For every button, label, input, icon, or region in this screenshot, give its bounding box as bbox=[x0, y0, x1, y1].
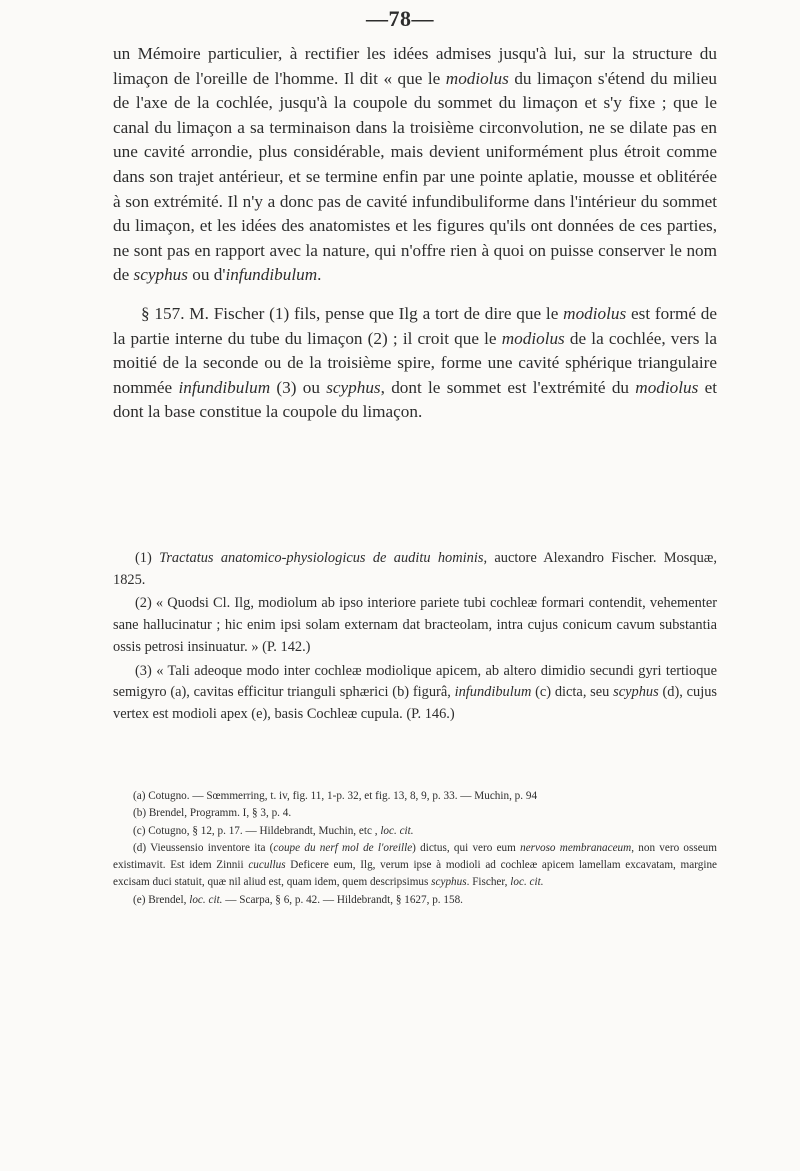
paragraph-section-157 bbox=[113, 302, 717, 425]
text-run: (1) bbox=[135, 550, 160, 566]
footnote-1 bbox=[113, 548, 717, 591]
main-text bbox=[113, 42, 717, 425]
text-run: (2) « Quodsi Cl. Ilg, modiolum ab ipso interiore pariete tubi cochleæ formari contendit, vehementer sane hallucinatur ; hic enim ipsi solam externam dat bracteolam, intra cujus conicum cavum substantia ossis petrosi insinuatur. » (P. 142.) bbox=[113, 595, 717, 655]
footnote-c bbox=[113, 823, 717, 840]
italic-term: modiolus bbox=[635, 377, 699, 397]
text-run: (3) « Tali adeoque modo inter cochleæ modiolique apicem, ab altero dimidio secundi gyri tertioque semigyro (a), cavitas efficitur trianguli sphærici (b) figurâ, bbox=[113, 662, 717, 701]
italic-ref: loc. cit. bbox=[380, 824, 414, 837]
text-run: un Mémoire particulier, à rectifier les idées admises jusqu'à lui, sur la structure du limaçon de l'oreille de l'homme. Il dit « que le bbox=[113, 44, 717, 88]
footnotes-secondary bbox=[113, 788, 717, 909]
italic-term: scyphus bbox=[326, 377, 381, 397]
text-run: , dont le sommet est l'extrémité du bbox=[380, 377, 636, 397]
page-number: —78— bbox=[366, 6, 434, 31]
italic-term: modiolus bbox=[563, 303, 627, 323]
italic-term: infundibulum bbox=[454, 684, 532, 701]
text-run: de la cochlée, vers la moitié de la seconde ou de la troisième spire, forme une cavité sphérique triangulaire nommée bbox=[113, 328, 717, 397]
text-run: (d) Vieussensio inventore ita ( bbox=[133, 841, 274, 854]
text-run: (e) Brendel, bbox=[133, 893, 190, 906]
footnote-a bbox=[113, 788, 717, 805]
text-run: Deficere eum, Ilg, verum ipse à modioli ad cochleæ apicem lamellam excavatam, margine excisam duci statuit, quæ nil aliud est, quam idem, quem descripsimus bbox=[113, 859, 718, 889]
footnote-3 bbox=[113, 661, 717, 726]
footnote-2 bbox=[113, 593, 717, 658]
text-run: . Fischer, bbox=[466, 876, 511, 889]
text-run: . bbox=[317, 265, 322, 285]
italic-term: infundibulum bbox=[225, 265, 318, 285]
text-run: (b) Brendel, Programm. I, § 3, p. 4. bbox=[133, 807, 292, 820]
text-run: , non vero osseum existimavit. Est idem Zinnii bbox=[113, 841, 717, 872]
italic-ref: loc. cit. bbox=[189, 893, 223, 906]
paragraph-memoire bbox=[113, 42, 717, 288]
text-run: (d), cujus vertex est modioli apex (e), basis Cochleæ cupula. (P. 146.) bbox=[113, 684, 717, 722]
footnote-d bbox=[113, 840, 717, 892]
text-run: ) dictus, qui vero eum bbox=[412, 841, 521, 854]
text-run: est formé de la partie interne du tube du limaçon (2) ; il croit que le bbox=[113, 303, 717, 348]
italic-term: modiolus bbox=[445, 68, 509, 88]
text-run: (a) Cotugno. — Sœmmerring, t. iv, fig. 11, 1-p. 32, et fig. 13, 8, 9, p. 33. — Muchin, p. 94 bbox=[133, 790, 538, 802]
text-run: du limaçon s'étend du milieu de l'axe de la cochlée, jusqu'à la coupole du sommet du limaçon et s'y fixe ; que le canal du limaçon a sa terminaison dans la troisième circonvolution, ne se dilate pas en une cavité arrondie, plus considérable, mais devient uniformément plus étroit comme dans son trajet antérieur, et se termine enfin par une pointe aplatie, mousse et oblitérée à son extrémité. Il n'y a donc pas de cavité infundibuliforme dans l'intérieur du sommet du limaçon, et les idées des anatomistes et les figures qu'ils ont données de ces parties, ne sont pas en rapport avec la nature, qui n'offre rien à quoi on puisse conserver le nom de bbox=[113, 68, 718, 285]
italic-term: cucullus bbox=[248, 859, 286, 872]
italic-term: coupe du nerf mol de l'oreille bbox=[273, 841, 413, 854]
text-run: — Scarpa, § 6, p. 42. — Hildebrandt, § 1627, p. 158. bbox=[222, 893, 463, 906]
italic-ref: loc. cit. bbox=[510, 876, 544, 889]
footnote-b bbox=[113, 805, 717, 822]
text-run: et dont la base constitue la coupole du limaçon. bbox=[113, 377, 718, 422]
footnote-e bbox=[113, 892, 717, 909]
italic-title: Tractatus anatomico-physiologicus de auditu hominis bbox=[159, 550, 484, 566]
footnotes-primary bbox=[113, 548, 717, 726]
text-run: ou d' bbox=[187, 265, 226, 285]
text-run: § 157. M. Fischer (1) fils, pense que Ilg a tort de dire que le bbox=[141, 303, 564, 323]
italic-term: nervoso membranaceum bbox=[520, 841, 632, 854]
italic-term: infundibulum bbox=[178, 377, 271, 397]
italic-term: scyphus bbox=[613, 684, 659, 701]
text-run: (3) ou bbox=[270, 377, 327, 397]
text-run: (c) Cotugno, § 12, p. 17. — Hildebrandt, Muchin, etc , bbox=[133, 824, 381, 837]
italic-term: modiolus bbox=[501, 328, 565, 348]
text-run: , auctore Alexandro Fischer. Mosquæ, 1825. bbox=[113, 550, 717, 588]
italic-term: scyphus bbox=[133, 265, 188, 285]
italic-term: scyphus bbox=[431, 876, 467, 889]
text-run: (c) dicta, seu bbox=[531, 684, 614, 701]
